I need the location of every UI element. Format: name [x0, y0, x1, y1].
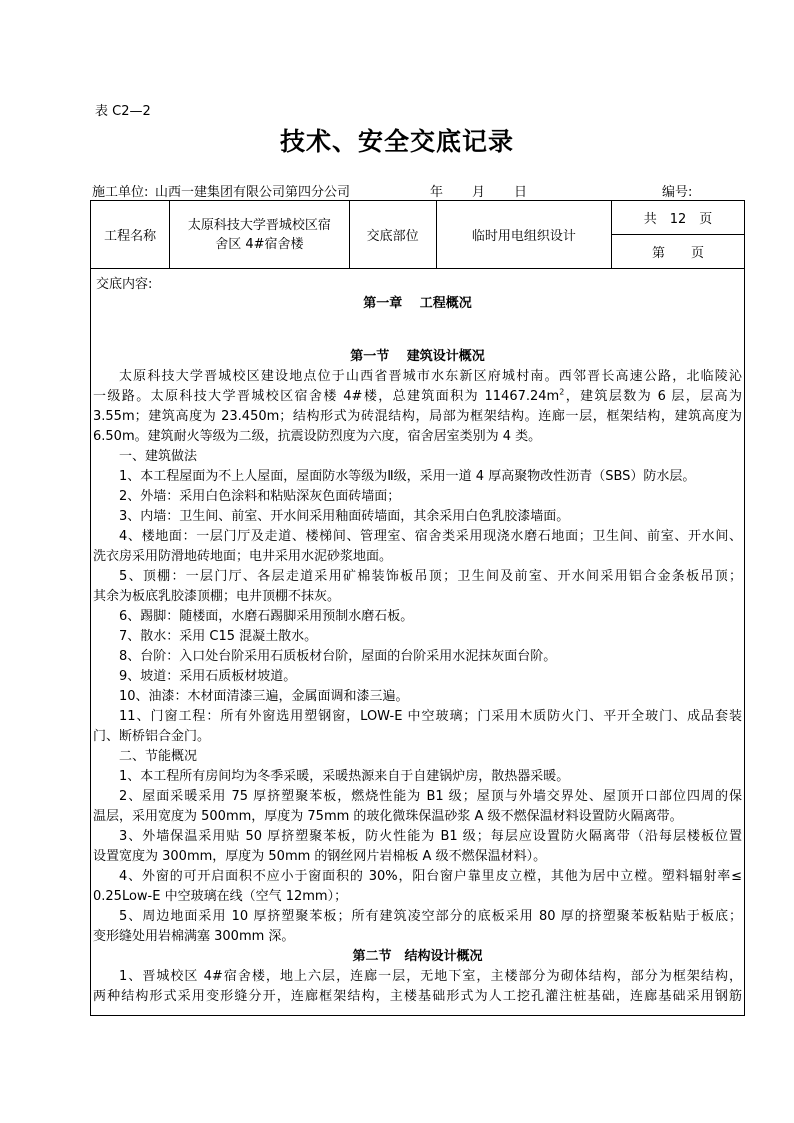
project-name-line2: 舍区 4#宿舍楼 [215, 236, 304, 252]
subheading: 一、建筑做法 [119, 449, 198, 464]
text-line: 4、楼地面：一层门厅及走道、楼梯间、管理室、宿舍类采用现浇水磨石地面；卫生间、前室、开水间、 [119, 529, 742, 544]
text-line: 洗衣房采用防滑地砖地面；电井采用水泥砂浆地面。 [93, 549, 393, 564]
project-name-value [170, 201, 349, 269]
text-line: 其余为板底乳胶漆顶棚；电井顶棚不抹灰。 [93, 589, 341, 604]
text-line: 3、外墙保温采用贴 50 厚挤塑聚苯板，防火性能为 B1 级；每层应设置防火隔离带（沿每层楼板位置 [119, 829, 742, 844]
project-name-label: 工程名称 [91, 201, 170, 269]
page-number: 第 页 [611, 235, 744, 269]
header-table [90, 200, 745, 269]
text-line: 6、踢脚：随楼面，水磨石踢脚采用预制水磨石板。 [119, 609, 414, 624]
disclosure-content [90, 268, 745, 1016]
project-name-line1: 太原科技大学晋城校区宿 [187, 217, 331, 233]
text-line: 变形缝处用岩棉满塞 300mm 深。 [93, 929, 295, 944]
text-line: 8、台阶：入口处台阶采用石质板材台阶，屋面的台阶采用水泥抹灰面台阶。 [119, 649, 557, 664]
subheading: 二、节能概况 [119, 749, 198, 764]
text-line: 设置宽度为 300mm，厚度为 50mm 的钢丝网片岩棉板 A 级不燃保温材料）。 [93, 849, 547, 864]
text-line: 1、本工程屋面为不上人屋面，屋面防水等级为Ⅱ级，采用一道 4 厚高聚物改性沥青（SBS）防水层。 [119, 469, 696, 484]
number-label: 编号: [662, 185, 693, 200]
date-year: 年 [430, 185, 444, 200]
text-line: 5、周边地面采用 10 厚挤塑聚苯板；所有建筑凌空部分的底板采用 80 厚的挤塑聚苯板粘贴于板底； [119, 909, 742, 924]
text-line: 太原科技大学晋城校区建设地点位于山西省晋城市水东新区府城村南。西邻晋长高速公路，北临陵沁 [119, 369, 742, 384]
text-line: 0.25Low-E 中空玻璃在线（空气 12mm）； [93, 889, 348, 904]
content-lines [93, 347, 742, 1007]
content-label: 交底内容: [96, 277, 153, 292]
text-line: 1、晋城校区 4#宿舍楼，地上六层，连廊一层，无地下室，主楼部分为砌体结构，部分为框架结构， [119, 969, 742, 984]
text-line: 1、本工程所有房间均为冬季采暖，采暖热源来自于自建锅炉房，散热器采暖。 [119, 769, 570, 784]
company-label: 施工单位: [92, 185, 149, 200]
text-line: 温层，采用宽度为 500mm，厚度为 75mm 的玻化微珠保温砂浆 A 级不燃保温材料设置防火隔离带。 [93, 809, 683, 824]
text-line: 2、屋面采暖采用 75 厚挤塑聚苯板，燃烧性能为 B1 级；屋顶与外墙交界处、屋顶开口部位四周的保 [119, 789, 742, 804]
text-line: 2、外墙：采用白色涂料和粘贴深灰色面砖墙面； [119, 489, 401, 504]
text-line: 4、外窗的可开启面积不应小于窗面积的 30%，阳台窗户靠里皮立樘，其他为居中立樘。塑料辐射率≤ [119, 869, 742, 884]
form-number: 表 C2—2 [95, 104, 151, 119]
text-line: 9、坡道：采用石质板材坡道。 [119, 669, 297, 684]
section-title: 第二节 结构设计概况 [352, 949, 483, 964]
text-line: 5、顶棚：一层门厅、各层走道采用矿棉装饰板吊顶；卫生间及前室、开水间采用铝合金条板吊顶； [119, 569, 742, 584]
date-month: 月 [472, 185, 486, 200]
text-line: 7、散水：采用 C15 混凝土散水。 [119, 629, 318, 644]
company-name: 山西一建集团有限公司第四分公司 [155, 185, 351, 200]
chapter-title: 第一章 工程概况 [363, 296, 472, 311]
text-line: 11、门窗工程：所有外窗选用塑钢窗，LOW-E 中空玻璃；门采用木质防火门、平开全玻门、成品套装 [119, 709, 742, 724]
date-day: 日 [514, 185, 528, 200]
total-pages: 共 12 页 [611, 201, 744, 235]
section-title: 第一节 建筑设计概况 [350, 349, 485, 364]
text-line: 门、断桥铝合金门。 [93, 729, 211, 744]
disclosure-part-value: 临时用电组织设计 [436, 201, 611, 269]
text-line: 3.55m；建筑高度为 23.450m；结构形式为砖混结构，局部为框架结构。连廊一层，框架结构，建筑高度为 [93, 409, 742, 424]
text-line: 6.50m。建筑耐火等级为二级，抗震设防烈度为六度，宿舍居室类别为 4 类。 [93, 429, 542, 444]
text-line: 3、内墙：卫生间、前室、开水间采用釉面砖墙面，其余采用白色乳胶漆墙面。 [119, 509, 570, 524]
text-line: 两种结构形式采用变形缝分开，连廊框架结构，主楼基础形式为人工挖孔灌注桩基础，连廊基础采用钢筋 [93, 989, 742, 1004]
document-title: 技术、安全交底记录 [279, 127, 514, 156]
disclosure-part-label: 交底部位 [349, 201, 436, 269]
text-line: 10、油漆：木材面清漆三遍，金属面调和漆三遍。 [119, 689, 409, 704]
text-line: 一级路。太原科技大学晋城校区宿舍楼 4#楼，总建筑面积为 $11467.24m^2$，建筑层数为 6 层，层高为 [93, 387, 742, 404]
